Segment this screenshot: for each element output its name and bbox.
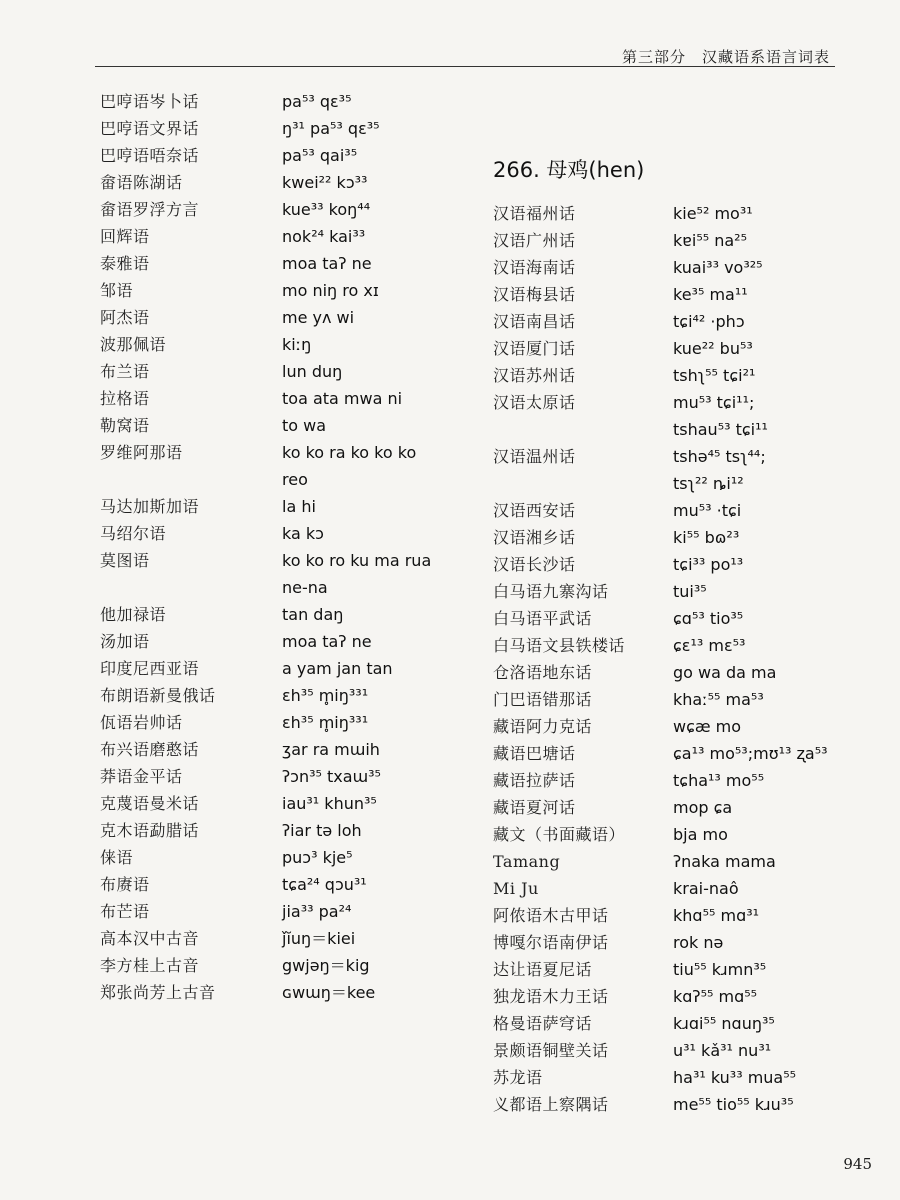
word-entry: [493, 713, 883, 740]
language-name: 汉语长沙话: [493, 555, 576, 574]
word-entry: [493, 362, 883, 389]
word-form: ko ko ra ko ko ko reo: [282, 443, 417, 489]
word-entry: [100, 439, 480, 493]
word-form: kue³³ koŋ⁴⁴: [282, 200, 371, 219]
language-name: 汤加语: [100, 632, 150, 651]
word-form: bja mo: [673, 825, 728, 844]
language-name: 汉语温州话: [493, 447, 576, 466]
word-form: toa ata mwa ni: [282, 389, 403, 408]
word-form: kiːŋ: [282, 335, 312, 354]
language-name: 独龙语木力王话: [493, 987, 609, 1006]
word-form: ȷ̌ĭuŋ＝kiei: [282, 929, 356, 948]
word-entry: [100, 898, 480, 925]
word-entry: [493, 524, 883, 551]
word-form: ko ko ro ku ma rua ne-na: [282, 551, 432, 597]
word-form: tan daŋ: [282, 605, 344, 624]
word-entry: [100, 790, 480, 817]
word-entry: [100, 952, 480, 979]
language-name: 藏语巴塘话: [493, 744, 576, 763]
word-entry: [100, 628, 480, 655]
word-entry: [100, 142, 480, 169]
word-form: kɑʔ⁵⁵ mɑ⁵⁵: [673, 987, 758, 1006]
language-name: 汉语福州话: [493, 204, 576, 223]
word-form: ka kɔ: [282, 524, 324, 543]
right-column: [493, 150, 883, 1118]
word-entry: [493, 632, 883, 659]
word-entry: [100, 871, 480, 898]
word-form: kie⁵² mo³¹: [673, 204, 753, 223]
language-name: 巴哼语文界话: [100, 119, 200, 138]
word-entry: [100, 169, 480, 196]
word-form: u³¹ kǎ³¹ nu³¹: [673, 1041, 772, 1060]
header-rule: [95, 66, 835, 67]
language-name: 他加禄语: [100, 605, 167, 624]
language-name: 汉语西安话: [493, 501, 576, 520]
word-entry: [493, 956, 883, 983]
language-name: Tamang: [493, 852, 561, 871]
word-form: tɕi³³ po¹³: [673, 555, 744, 574]
word-entry: [493, 767, 883, 794]
word-form: ɢwɯŋ＝kee: [282, 983, 376, 1002]
language-name: Mi Ju: [493, 879, 539, 898]
word-form: lun duŋ: [282, 362, 343, 381]
word-form: tɕha¹³ mo⁵⁵: [673, 771, 765, 790]
word-entry: [100, 304, 480, 331]
language-name: 俫语: [100, 848, 134, 867]
word-form: mu⁵³ tɕi¹¹; tshau⁵³ tɕi¹¹: [673, 393, 768, 439]
left-column: [100, 88, 480, 1006]
word-entry: [493, 983, 883, 1010]
language-name: 白马语文县铁楼话: [493, 636, 626, 655]
word-form: tiu⁵⁵ kɹmn³⁵: [673, 960, 767, 979]
language-name: 景颇语铜壁关话: [493, 1041, 609, 1060]
language-name: 佤语岩帅话: [100, 713, 183, 732]
word-form: ɕɑ⁵³ tio³⁵: [673, 609, 744, 628]
word-form: ʒar ra mɯih: [282, 740, 380, 759]
word-entry: [493, 686, 883, 713]
word-form: kɹɑi⁵⁵ nɑuŋ³⁵: [673, 1014, 775, 1033]
language-name: 苏龙语: [493, 1068, 543, 1087]
word-entry: [100, 817, 480, 844]
language-name: 汉语海南话: [493, 258, 576, 277]
word-entry: [100, 763, 480, 790]
word-form: tɕa²⁴ qɔu³¹: [282, 875, 367, 894]
word-entry: [493, 1064, 883, 1091]
language-name: 门巴语错那话: [493, 690, 593, 709]
language-name: 马绍尔语: [100, 524, 167, 543]
section-title: 266. 母鸡(hen): [493, 158, 645, 182]
word-form: krai-naô: [673, 879, 739, 898]
word-entry: [493, 335, 883, 362]
word-form: ɕa¹³ mo⁵³;mʊ¹³ ʐa⁵³: [673, 744, 828, 763]
language-name: 白马语平武话: [493, 609, 593, 628]
word-entry: [100, 979, 480, 1006]
word-entry: [100, 88, 480, 115]
word-entry: [100, 547, 480, 601]
word-entry: [100, 331, 480, 358]
word-entry: [100, 655, 480, 682]
language-name: 莽语金平话: [100, 767, 183, 786]
word-form: mo niŋ ro xɪ: [282, 281, 379, 300]
word-entry: [493, 1037, 883, 1064]
word-entry: [100, 709, 480, 736]
language-name: 阿侬语木古甲话: [493, 906, 609, 925]
word-form: nok²⁴ kai³³: [282, 227, 366, 246]
language-name: 布兰语: [100, 362, 150, 381]
language-name: 畲语陈湖话: [100, 173, 183, 192]
running-head: 第三部分 汉藏语系语言词表: [621, 48, 830, 66]
language-name: 印度尼西亚语: [100, 659, 200, 678]
word-entry: [493, 254, 883, 281]
word-entry: [100, 358, 480, 385]
language-name: 汉语太原话: [493, 393, 576, 412]
word-entry: [493, 578, 883, 605]
word-form: ŋ³¹ pa⁵³ qɛ³⁵: [282, 119, 380, 138]
word-entry: [493, 605, 883, 632]
word-form: ha³¹ ku³³ mua⁵⁵: [673, 1068, 797, 1087]
word-entry: [493, 740, 883, 767]
word-entry: [100, 844, 480, 871]
word-entry: [100, 250, 480, 277]
word-form: gwjəŋ＝kig: [282, 956, 370, 975]
word-form: kue²² bu⁵³: [673, 339, 753, 358]
word-form: ɕɛ¹³ mɛ⁵³: [673, 636, 746, 655]
word-entry: [100, 385, 480, 412]
word-form: ɛh³⁵ m̥iŋ³³¹: [282, 713, 369, 732]
language-name: 汉语湘乡话: [493, 528, 576, 547]
language-name: 布赓语: [100, 875, 150, 894]
language-name: 藏文（书面藏语）: [493, 825, 626, 844]
word-entry: [493, 443, 883, 497]
word-form: tshə⁴⁵ tsʅ⁴⁴; tsʅ²² ȵi¹²: [673, 447, 766, 493]
word-entry: [100, 196, 480, 223]
word-entry: [100, 601, 480, 628]
word-form: ke³⁵ ma¹¹: [673, 285, 748, 304]
page-number: 945: [843, 1155, 872, 1173]
language-name: 藏语阿力克话: [493, 717, 593, 736]
language-name: 阿杰语: [100, 308, 150, 327]
word-form: ʔɔn³⁵ txaɯ³⁵: [282, 767, 381, 786]
word-entry: [100, 736, 480, 763]
word-form: jia³³ pa²⁴: [282, 902, 352, 921]
word-entry: [100, 277, 480, 304]
language-name: 畲语罗浮方言: [100, 200, 200, 219]
language-name: 巴哼语唔奈话: [100, 146, 200, 165]
word-entry: [100, 682, 480, 709]
word-form: pa⁵³ qai³⁵: [282, 146, 358, 165]
language-name: 布兴语磨憨话: [100, 740, 200, 759]
language-name: 李方桂上古音: [100, 956, 200, 975]
word-entry: [493, 200, 883, 227]
word-entry: [493, 227, 883, 254]
word-entry: [493, 551, 883, 578]
language-name: 泰雅语: [100, 254, 150, 273]
language-name: 布朗语新曼俄话: [100, 686, 216, 705]
language-name: 郑张尚芳上古音: [100, 983, 216, 1002]
language-name: 勒窝语: [100, 416, 150, 435]
word-entry: [493, 1091, 883, 1118]
word-form: moa taʔ ne: [282, 632, 372, 651]
language-name: 布芒语: [100, 902, 150, 921]
language-name: 巴哼语岑卜话: [100, 92, 200, 111]
language-name: 博嘎尔语南伊话: [493, 933, 609, 952]
word-entry: [493, 821, 883, 848]
word-form: me⁵⁵ tio⁵⁵ kɹu³⁵: [673, 1095, 794, 1114]
language-name: 罗维阿那语: [100, 443, 183, 462]
word-form: mop ɕa: [673, 798, 733, 817]
word-form: moa taʔ ne: [282, 254, 372, 273]
word-entry: [100, 925, 480, 952]
word-form: tshʅ⁵⁵ tɕi²¹: [673, 366, 756, 385]
word-form: ʔiar tə loh: [282, 821, 362, 840]
language-name: 藏语拉萨话: [493, 771, 576, 790]
word-form: khɑ⁵⁵ mɑ³¹: [673, 906, 760, 925]
language-name: 仓洛语地东话: [493, 663, 593, 682]
language-name: 汉语梅县话: [493, 285, 576, 304]
language-name: 达让语夏尼话: [493, 960, 593, 979]
language-name: 邹语: [100, 281, 134, 300]
word-entry: [100, 493, 480, 520]
word-form: a yam jan tan: [282, 659, 393, 678]
language-name: 马达加斯加语: [100, 497, 200, 516]
word-form: ʔnaka mama: [673, 852, 776, 871]
word-form: tui³⁵: [673, 582, 707, 601]
word-entry: [493, 281, 883, 308]
word-form: to wa: [282, 416, 327, 435]
word-form: tɕi⁴² ·phɔ: [673, 312, 745, 331]
word-form: ki⁵⁵ bɷ²³: [673, 528, 740, 547]
word-entry: [493, 875, 883, 902]
language-name: 拉格语: [100, 389, 150, 408]
word-form: kwei²² kɔ³³: [282, 173, 368, 192]
word-form: puɔ³ kje⁵: [282, 848, 353, 867]
word-entry: [100, 412, 480, 439]
word-entry: [100, 115, 480, 142]
word-form: la hi: [282, 497, 316, 516]
word-form: iau³¹ khun³⁵: [282, 794, 377, 813]
word-entry: [493, 497, 883, 524]
language-name: 白马语九寨沟话: [493, 582, 609, 601]
language-name: 汉语厦门话: [493, 339, 576, 358]
word-entry: [100, 520, 480, 547]
word-form: ɛh³⁵ m̥iŋ³³¹: [282, 686, 369, 705]
word-entry: [493, 389, 883, 443]
word-form: me yʌ wi: [282, 308, 355, 327]
language-name: 藏语夏河话: [493, 798, 576, 817]
word-form: rok nə: [673, 933, 724, 952]
language-name: 高本汉中古音: [100, 929, 200, 948]
word-entry: [493, 794, 883, 821]
language-name: 波那佩语: [100, 335, 167, 354]
word-entry: [493, 1010, 883, 1037]
word-entry: [493, 848, 883, 875]
language-name: 克蔑语曼米话: [100, 794, 200, 813]
word-entry: [493, 659, 883, 686]
language-name: 格曼语萨穹话: [493, 1014, 593, 1033]
language-name: 汉语苏州话: [493, 366, 576, 385]
language-name: 莫图语: [100, 551, 150, 570]
language-name: 回辉语: [100, 227, 150, 246]
language-name: 克木语勐腊话: [100, 821, 200, 840]
word-entry: [493, 929, 883, 956]
word-entry: [493, 308, 883, 335]
word-form: kuai³³ vo³²⁵: [673, 258, 763, 277]
word-form: pa⁵³ qɛ³⁵: [282, 92, 352, 111]
language-name: 汉语广州话: [493, 231, 576, 250]
language-name: 汉语南昌话: [493, 312, 576, 331]
language-name: 义都语上察隅话: [493, 1095, 609, 1114]
word-form: kɐi⁵⁵ na²⁵: [673, 231, 747, 250]
word-entry: [493, 902, 883, 929]
word-form: khaː⁵⁵ ma⁵³: [673, 690, 764, 709]
word-form: mu⁵³ ·tɕi: [673, 501, 742, 520]
word-entry: [100, 223, 480, 250]
word-form: wɕæ mo: [673, 717, 742, 736]
word-form: go wa da ma: [673, 663, 777, 682]
